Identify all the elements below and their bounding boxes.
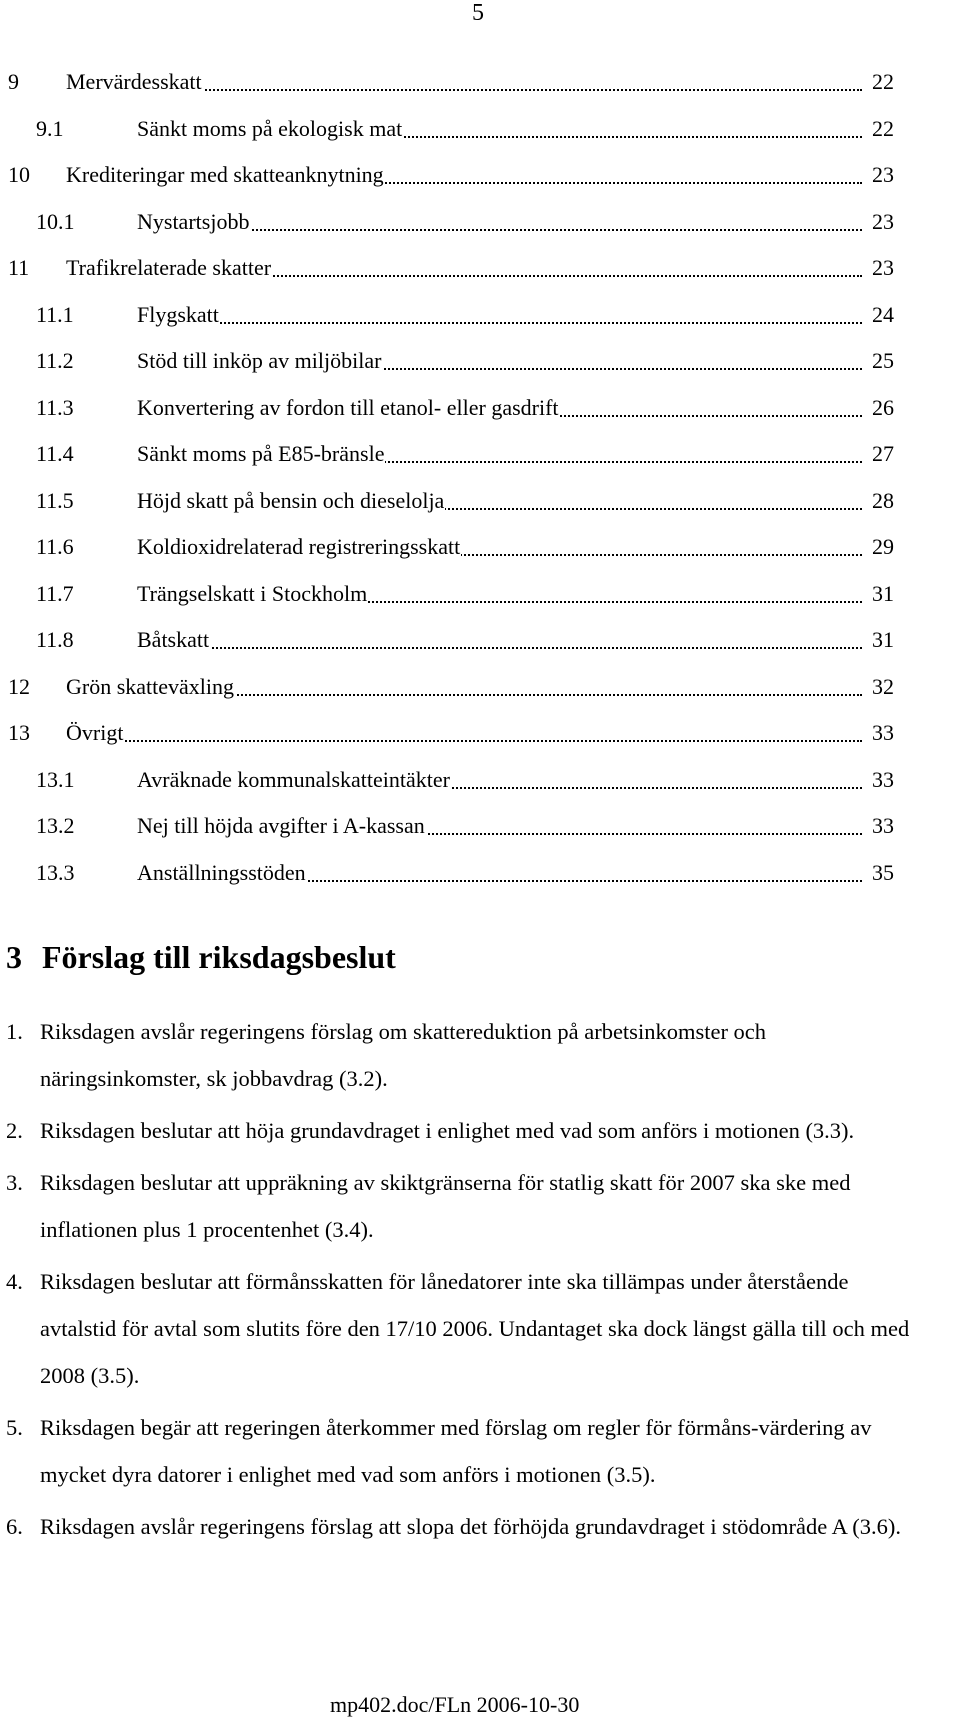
toc-entry-number: 13.2 <box>36 813 75 838</box>
proposal-text: Riksdagen avslår regeringens förslag att slopa det förhöjda grundavdraget i stödområde A (3.6). <box>40 1514 902 1539</box>
section-number: 3 <box>6 939 22 975</box>
toc-entry-page: 25 <box>872 348 894 373</box>
toc-entry[interactable] <box>0 673 960 720</box>
toc-entry[interactable] <box>0 208 960 255</box>
toc-entry-page: 29 <box>872 534 894 559</box>
toc-entry-page: 31 <box>872 580 894 606</box>
proposal-number: 6. <box>6 1514 23 1539</box>
proposal-text: Riksdagen begär att regeringen återkommer med förslag om regler för förmåns-värdering av mycket dyra datorer i enlighet med vad som anförs i motionen (3.5). <box>40 1415 872 1487</box>
proposal-item <box>0 1008 920 1102</box>
toc-entry-number: 13.3 <box>36 859 75 885</box>
toc-entry[interactable] <box>0 719 960 766</box>
toc-entry-title: Nystartsjobb <box>137 208 250 234</box>
toc-entry[interactable] <box>0 626 960 673</box>
toc-entry-title: Nej till höjda avgifter i A-kassan <box>137 813 425 838</box>
toc-entry-page: 33 <box>872 813 894 838</box>
footer-text: mp402.doc/FLn 2006-10-30 <box>330 1692 580 1717</box>
section-title: Förslag till riksdagsbeslut <box>42 939 396 975</box>
toc-entry-page: 24 <box>872 301 894 327</box>
toc-entry-number: 13 <box>8 720 30 745</box>
toc-entry-number: 12 <box>8 673 30 699</box>
toc-entry-page: 32 <box>872 673 894 699</box>
toc-entry-title: Koldioxidrelaterad registreringsskatt <box>137 534 461 559</box>
toc-leader-dots <box>137 322 862 324</box>
page-number: 5 <box>472 0 484 26</box>
toc-entry-title: Avräknade kommunalskatteintäkter <box>137 766 450 792</box>
proposal-item <box>0 1503 920 1550</box>
proposal-text: Riksdagen beslutar att uppräkning av skiktgränserna för statlig skatt för 2007 ska ske med inflationen plus 1 procentenhet (3.4). <box>40 1170 851 1242</box>
toc-entry-page: 33 <box>872 766 894 792</box>
toc-entry-page: 23 <box>872 162 894 187</box>
toc-entry-title: Stöd till inköp av miljöbilar <box>137 348 382 373</box>
proposal-item <box>0 1159 920 1253</box>
proposal-item <box>0 1107 920 1154</box>
toc-entry-number: 11.1 <box>36 301 74 327</box>
toc-entry-title: Mervärdesskatt <box>66 69 202 94</box>
toc-entry[interactable] <box>0 580 960 627</box>
toc-entry[interactable] <box>0 161 960 208</box>
proposal-text: Riksdagen beslutar att höja grundavdraget i enlighet med vad som anförs i motionen (3.3). <box>40 1118 855 1143</box>
toc-entry[interactable] <box>0 440 960 487</box>
toc-entry[interactable] <box>0 812 960 859</box>
toc-entry-page: 22 <box>872 69 894 94</box>
toc-entry[interactable] <box>0 533 960 580</box>
toc-entry[interactable] <box>0 859 960 906</box>
toc-entry[interactable] <box>0 68 960 115</box>
section-heading <box>6 938 396 976</box>
toc-entry-page: 35 <box>872 859 894 885</box>
toc-entry-page: 27 <box>872 441 894 466</box>
toc-entry-number: 11.3 <box>36 394 74 420</box>
toc-entry-number: 10.1 <box>36 208 75 234</box>
toc-entry-page: 26 <box>872 394 894 420</box>
toc-entry-title: Anställningsstöden <box>137 859 306 885</box>
toc-entry[interactable] <box>0 301 960 348</box>
toc-entry-page: 23 <box>872 255 894 280</box>
proposal-number: 5. <box>6 1415 23 1440</box>
toc-entry[interactable] <box>0 394 960 441</box>
toc-entry-number: 11.7 <box>36 580 74 606</box>
toc-entry-number: 10 <box>8 162 30 187</box>
toc-entry-title: Grön skatteväxling <box>66 673 235 699</box>
table-of-contents <box>0 68 960 905</box>
proposal-number: 4. <box>6 1269 23 1294</box>
toc-entry[interactable] <box>0 487 960 534</box>
toc-entry-number: 11.6 <box>36 534 74 559</box>
toc-entry-title: Båtskatt <box>137 627 210 652</box>
toc-entry-title: Trängselskatt i Stockholm <box>137 580 368 606</box>
toc-entry[interactable] <box>0 347 960 394</box>
toc-entry-number: 11.2 <box>36 348 74 373</box>
proposal-number: 2. <box>6 1118 23 1143</box>
toc-entry-page: 33 <box>872 720 894 745</box>
toc-entry-page: 31 <box>872 627 894 652</box>
toc-entry-title: Trafikrelaterade skatter <box>66 255 272 280</box>
toc-entry[interactable] <box>0 115 960 162</box>
toc-entry-title: Flygskatt <box>137 301 219 327</box>
proposal-list <box>0 1008 960 1555</box>
toc-entry[interactable] <box>0 766 960 813</box>
toc-leader-dots <box>137 647 862 649</box>
proposal-text: Riksdagen avslår regeringens förslag om skattereduktion på arbetsinkomster och näringsinkomster, sk jobbavdrag (3.2). <box>40 1019 767 1091</box>
toc-entry-page: 22 <box>872 115 894 141</box>
toc-entry-title: Sänkt moms på E85-bränsle <box>137 441 385 466</box>
toc-entry-number: 11.5 <box>36 487 74 513</box>
proposal-number: 1. <box>6 1019 23 1044</box>
toc-entry[interactable] <box>0 254 960 301</box>
proposal-item <box>0 1404 920 1498</box>
toc-entry-title: Krediteringar med skatteanknytning <box>66 162 384 187</box>
toc-entry-title: Övrigt <box>66 720 124 745</box>
proposal-item <box>0 1258 920 1399</box>
toc-leader-dots <box>66 740 862 742</box>
toc-entry-number: 11 <box>8 255 30 280</box>
toc-entry-number: 13.1 <box>36 766 75 792</box>
toc-entry-title: Sänkt moms på ekologisk mat <box>137 115 403 141</box>
toc-entry-number: 9.1 <box>36 115 64 141</box>
toc-entry-number: 11.8 <box>36 627 74 652</box>
toc-entry-number: 9 <box>8 69 19 94</box>
toc-entry-number: 11.4 <box>36 441 74 466</box>
toc-entry-page: 28 <box>872 487 894 513</box>
toc-entry-title: Konvertering av fordon till etanol- eller gasdrift <box>137 394 559 420</box>
toc-entry-title: Höjd skatt på bensin och dieselolja <box>137 487 445 513</box>
toc-entry-page: 23 <box>872 208 894 234</box>
proposal-number: 3. <box>6 1170 23 1195</box>
proposal-text: Riksdagen beslutar att förmånsskatten för lånedatorer inte ska tillämpas under återstående avtalstid för avtal som slutits före den 17/10 2006. Undantaget ska dock längst gälla till och med 2008 (3.5). <box>40 1269 910 1388</box>
